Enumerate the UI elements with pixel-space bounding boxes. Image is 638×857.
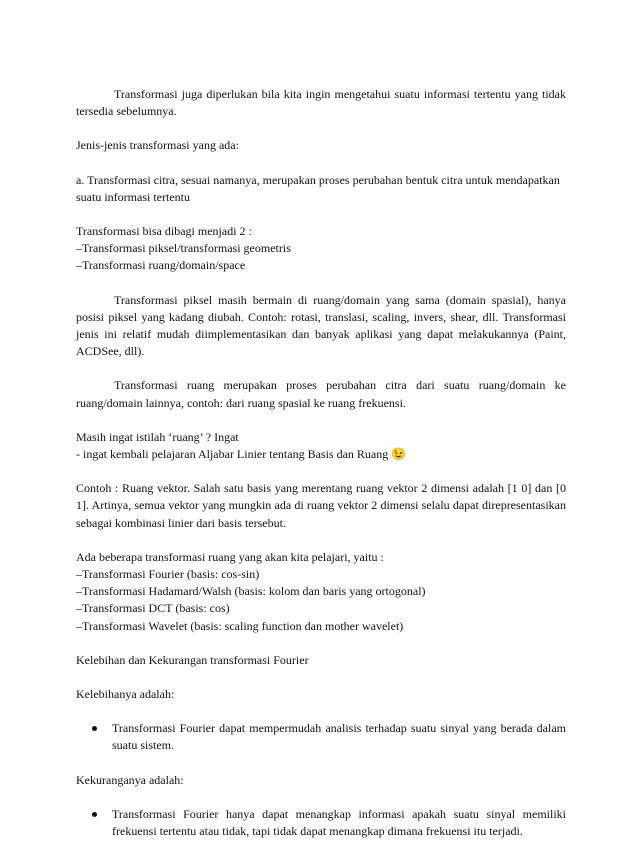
dibagi-item: –Transformasi ruang/domain/space: [76, 258, 246, 273]
kelebihan-list: [76, 720, 566, 754]
kelebihan-heading: Kelebihan dan Kekurangan transformasi Fourier: [76, 652, 309, 667]
beberapa-item: –Transformasi Fourier (basis: cos-sin): [76, 567, 260, 582]
ingat-line: Masih ingat istilah ‘ruang’ ? Ingat: [76, 429, 239, 444]
bullet-icon: [92, 726, 97, 731]
piksel-paragraph: Transformasi piksel masih bermain di ruang/domain yang sama (domain spasial), hanya posisi piksel yang kadang diubah. Contoh: rotasi, translasi, scaling, invers, shear, dll. Transformasi jenis ini relatif mudah diimplementasikan dan banyak aplikasi yang dapat melakukannya (Paint, ACDSee, dll).: [76, 292, 566, 359]
ingat-block: [76, 429, 566, 463]
dibagi-item: –Transformasi piksel/transformasi geometris: [76, 241, 291, 256]
intro-paragraph: Transformasi juga diperlukan bila kita ingin mengetahui suatu informasi tertentu yang tidak tersedia sebelumnya.: [76, 87, 566, 119]
kelebihan-label: Kelebihanya adalah:: [76, 687, 175, 702]
kelebihan-item-text: Transformasi Fourier dapat mempermudah analisis terhadap suatu sinyal yang berada dalam suatu sistem.: [112, 721, 566, 753]
dibagi-title: Transformasi bisa dibagi menjadi 2 :: [76, 224, 252, 239]
contoh-paragraph: Contoh : Ruang vektor. Salah satu basis yang merentang ruang vektor 2 dimensi adalah [1 0] dan [0 1]. Artinya, semua vektor yang mungkin ada di ruang vektor 2 dimensi selalu dapat direpresentasikan sebagai kombinasi linier dari basis tersebut.: [76, 481, 566, 530]
beberapa-item: –Transformasi Hadamard/Walsh (basis: kolom dan baris yang ortogonal): [76, 584, 426, 599]
beberapa-title: Ada beberapa transformasi ruang yang akan kita pelajari, yaitu :: [76, 549, 384, 564]
list-item: [112, 720, 566, 754]
document-body: [76, 86, 566, 857]
beberapa-block: [76, 549, 566, 635]
kekurangan-list: [76, 806, 566, 840]
beberapa-item: –Transformasi DCT (basis: cos): [76, 601, 230, 616]
kekurangan-label: Kekuranganya adalah:: [76, 772, 184, 787]
list-item: [112, 806, 566, 840]
bullet-icon: [92, 812, 97, 817]
citra-paragraph: a. Transformasi citra, sesuai namanya, merupakan proses perubahan bentuk citra untuk mendapatkan suatu informasi tertentu: [76, 172, 560, 204]
beberapa-item: –Transformasi Wavelet (basis: scaling function dan mother wavelet): [76, 618, 404, 633]
jenis-heading: Jenis-jenis transformasi yang ada:: [76, 138, 239, 153]
ingat-line: - ingat kembali pelajaran Aljabar Linier tentang Basis dan Ruang 😉: [76, 447, 407, 462]
ruang-paragraph: Transformasi ruang merupakan proses perubahan citra dari suatu ruang/domain ke ruang/domain lainnya, contoh: dari ruang spasial ke ruang frekuensi.: [76, 378, 566, 410]
dibagi-block: [76, 223, 566, 275]
kekurangan-item-text: Transformasi Fourier hanya dapat menangkap informasi apakah suatu sinyal memiliki frekuensi tertentu atau tidak, tapi tidak dapat menangkap dimana frekuensi itu terjadi.: [112, 806, 566, 839]
